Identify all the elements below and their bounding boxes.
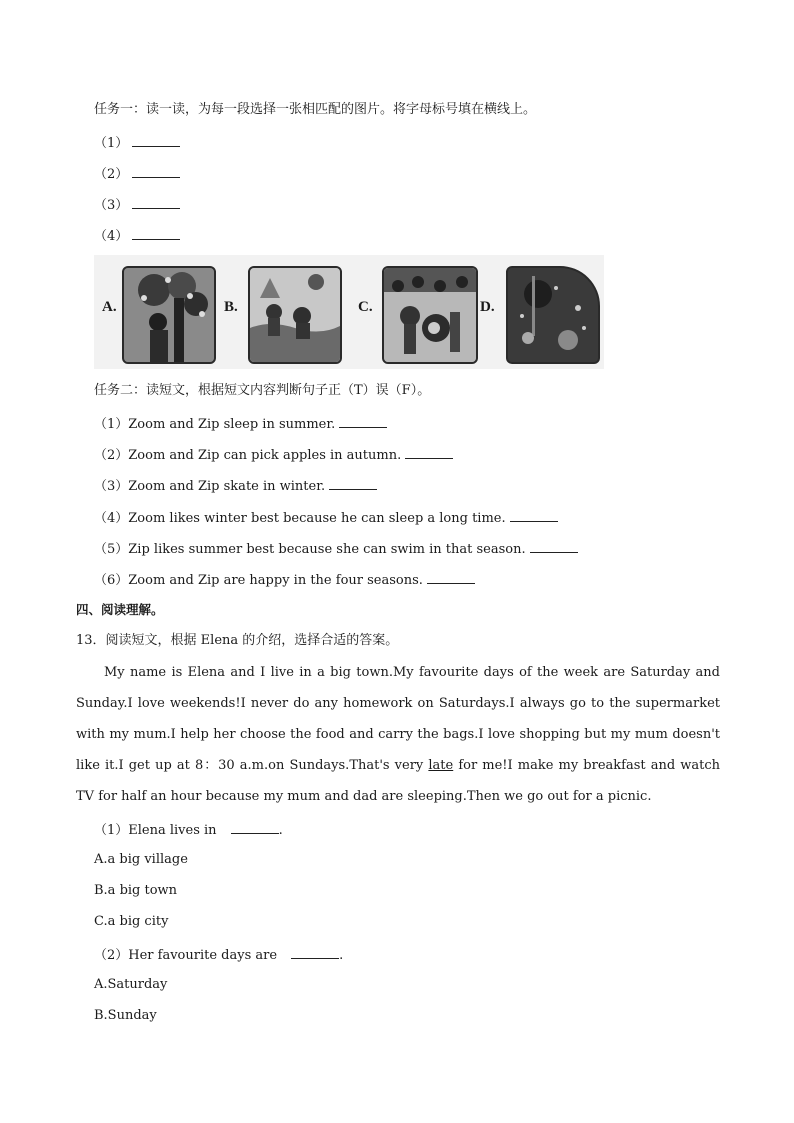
task2-item-5 — [94, 540, 578, 558]
picture-d-winter-scene — [506, 266, 600, 364]
task2-item-4 — [94, 509, 558, 527]
option[interactable]: B.a big town — [94, 883, 178, 898]
passage-text-1: My name is Elena and I live in a big town.My favourite days of the week are Saturday and Sunday.I love weekends!I never do any homework on Saturdays.I always go to the supermarket with my mum.I help her choose the food and carry the bags.I love shopping but my mum doesn't like it.I get up at 8：30 a.m.on Sundays.That's very — [76, 665, 720, 773]
answer-blank[interactable] — [231, 821, 279, 834]
task2-item-1 — [94, 415, 387, 433]
picture-letter-c: C. — [358, 299, 373, 315]
picture-letter-a: A. — [102, 299, 117, 315]
task2-item-text: （2）Zoom and Zip can pick apples in autumn. — [94, 448, 402, 463]
task1-item-label: （1） — [94, 136, 129, 151]
task1-title: 任务一：读一读，为每一段选择一张相匹配的图片。将字母标号填在横线上。 — [94, 102, 537, 117]
question-2 — [94, 946, 343, 964]
section-heading: 四、阅读理解。 — [76, 602, 164, 617]
task1-item-1 — [94, 134, 180, 152]
task2-item-2 — [94, 446, 453, 464]
answer-blank[interactable] — [405, 446, 453, 459]
task2-item-text: （1）Zoom and Zip sleep in summer. — [94, 417, 336, 432]
answer-blank[interactable] — [132, 165, 180, 178]
answer-blank[interactable] — [132, 134, 180, 147]
task2-item-3 — [94, 477, 377, 495]
option[interactable]: A.Saturday — [94, 977, 168, 992]
question-stem: （2）Her favourite days are — [94, 948, 278, 963]
reading-passage — [76, 657, 720, 812]
question-stem: （1）Elena lives in — [94, 823, 217, 838]
task2-item-text: （6）Zoom and Zip are happy in the four seasons. — [94, 573, 423, 588]
answer-blank[interactable] — [530, 540, 578, 553]
task1-item-label: （2） — [94, 167, 129, 182]
task2-item-text: （5）Zip likes summer best because she can swim in that season. — [94, 542, 526, 557]
picture-b-summer-beach — [248, 266, 342, 364]
task1-item-2 — [94, 165, 180, 183]
picture-letter-b: B. — [224, 299, 238, 315]
task1-item-label: （4） — [94, 229, 129, 244]
answer-blank[interactable] — [132, 227, 180, 240]
answer-blank[interactable] — [329, 477, 377, 490]
picture-c-autumn-apples — [382, 266, 478, 364]
option[interactable]: A.a big village — [94, 852, 188, 867]
option[interactable]: B.Sunday — [94, 1008, 157, 1023]
answer-blank[interactable] — [427, 571, 475, 584]
task2-item-text: （4）Zoom likes winter best because he can sleep a long time. — [94, 511, 506, 526]
picture-letter-d: D. — [480, 299, 495, 315]
underlined-word: late — [428, 758, 454, 773]
question-end: . — [278, 823, 283, 838]
task2-item-6 — [94, 571, 475, 589]
picture-strip — [94, 255, 604, 369]
question-end: . — [339, 948, 344, 963]
task1-item-label: （3） — [94, 198, 129, 213]
task2-title: 任务二：读短文，根据短文内容判断句子正（T）误（F）。 — [94, 383, 431, 398]
passage-text-2: for me!I make my breakfast and watch TV for half an hour because my mum and dad are sleeping.Then we go out for a picnic. — [76, 758, 720, 804]
task1-item-3 — [94, 196, 180, 214]
answer-blank[interactable] — [132, 196, 180, 209]
answer-blank[interactable] — [510, 509, 558, 522]
answer-blank[interactable] — [291, 946, 339, 959]
task1-item-4 — [94, 227, 180, 245]
task2-item-text: （3）Zoom and Zip skate in winter. — [94, 479, 326, 494]
question-1 — [94, 821, 283, 839]
answer-blank[interactable] — [339, 415, 387, 428]
question-title: 13．阅读短文，根据 Elena 的介绍，选择合适的答案。 — [76, 633, 399, 648]
picture-a-spring-tree — [122, 266, 216, 364]
option[interactable]: C.a big city — [94, 914, 169, 929]
